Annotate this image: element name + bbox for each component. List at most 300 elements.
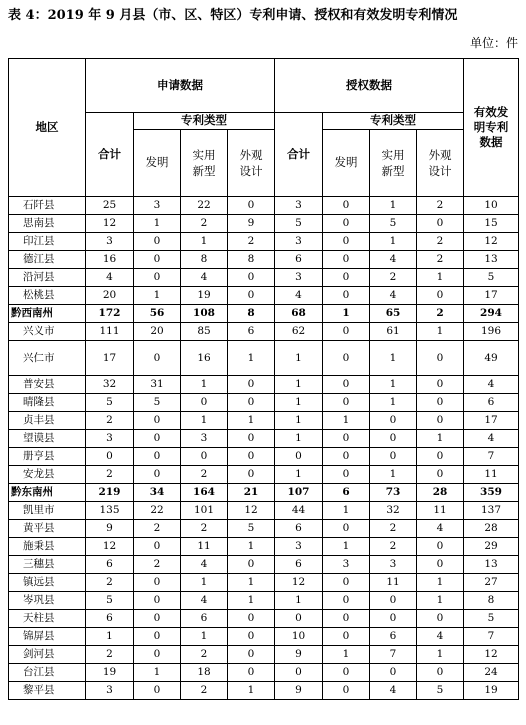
value-cell: 4 (181, 592, 228, 610)
value-cell: 25 (86, 197, 134, 215)
value-cell: 1 (134, 287, 181, 305)
table-row (9, 197, 519, 215)
region-name: 岑巩县 (9, 592, 86, 610)
value-cell: 44 (275, 502, 323, 520)
value-cell: 6 (86, 556, 134, 574)
value-cell: 9 (86, 520, 134, 538)
value-cell: 1 (181, 233, 228, 251)
value-cell: 85 (181, 323, 228, 341)
value-cell: 1 (275, 592, 323, 610)
value-cell: 172 (86, 305, 134, 323)
value-cell: 0 (323, 287, 370, 305)
value-cell: 2 (417, 251, 464, 269)
value-cell: 1 (417, 430, 464, 448)
table-row (9, 251, 519, 269)
value-cell: 10 (275, 628, 323, 646)
value-cell: 0 (228, 430, 275, 448)
value-cell: 16 (86, 251, 134, 269)
value-cell: 5 (370, 215, 417, 233)
region-name: 黔西南州 (9, 305, 86, 323)
value-cell: 0 (134, 574, 181, 592)
region-name: 思南县 (9, 215, 86, 233)
value-cell: 12 (464, 233, 519, 251)
value-cell: 0 (275, 448, 323, 466)
value-cell: 17 (86, 341, 134, 376)
value-cell: 1 (417, 269, 464, 287)
value-cell: 3 (370, 556, 417, 574)
value-cell: 22 (134, 502, 181, 520)
value-cell: 9 (275, 682, 323, 700)
value-cell: 18 (181, 664, 228, 682)
region-name: 沿河县 (9, 269, 86, 287)
value-cell: 1 (134, 215, 181, 233)
value-cell: 4 (181, 269, 228, 287)
value-cell: 0 (323, 215, 370, 233)
table-row (9, 628, 519, 646)
value-cell: 0 (370, 592, 417, 610)
value-cell: 0 (181, 448, 228, 466)
value-cell: 0 (275, 610, 323, 628)
value-cell: 5 (134, 394, 181, 412)
table-row (9, 376, 519, 394)
value-cell: 2 (417, 233, 464, 251)
value-cell: 6 (464, 394, 519, 412)
value-cell: 0 (134, 233, 181, 251)
table-row (9, 305, 519, 323)
value-cell: 1 (417, 574, 464, 592)
value-cell: 0 (417, 664, 464, 682)
value-cell: 3 (181, 430, 228, 448)
value-cell: 5 (86, 394, 134, 412)
value-cell: 19 (181, 287, 228, 305)
value-cell: 28 (464, 520, 519, 538)
value-cell: 2 (181, 520, 228, 538)
value-cell: 7 (370, 646, 417, 664)
region-name: 安龙县 (9, 466, 86, 484)
value-cell: 31 (134, 376, 181, 394)
value-cell: 1 (228, 538, 275, 556)
header-apply: 申请数据 (86, 59, 275, 113)
value-cell: 0 (134, 269, 181, 287)
value-cell: 65 (370, 305, 417, 323)
value-cell: 0 (323, 394, 370, 412)
table-row (9, 466, 519, 484)
value-cell: 0 (417, 341, 464, 376)
region-name: 天柱县 (9, 610, 86, 628)
header-region: 地区 (9, 59, 86, 197)
table-row (9, 394, 519, 412)
value-cell: 1 (323, 646, 370, 664)
table-row (9, 574, 519, 592)
value-cell: 4 (464, 430, 519, 448)
value-cell: 0 (323, 251, 370, 269)
value-cell: 0 (370, 448, 417, 466)
value-cell: 1 (181, 412, 228, 430)
region-name: 剑河县 (9, 646, 86, 664)
table-row (9, 341, 519, 376)
value-cell: 2 (417, 197, 464, 215)
value-cell: 1 (417, 592, 464, 610)
table-row (9, 592, 519, 610)
value-cell: 0 (228, 610, 275, 628)
value-cell: 1 (417, 646, 464, 664)
region-name: 凯里市 (9, 502, 86, 520)
value-cell: 3 (323, 556, 370, 574)
value-cell: 0 (134, 430, 181, 448)
value-cell: 0 (228, 394, 275, 412)
value-cell: 137 (464, 502, 519, 520)
value-cell: 1 (228, 341, 275, 376)
value-cell: 3 (275, 538, 323, 556)
value-cell: 1 (228, 412, 275, 430)
table-row (9, 233, 519, 251)
value-cell: 0 (370, 430, 417, 448)
header-apply-invention: 发明 (134, 130, 181, 197)
value-cell: 0 (417, 376, 464, 394)
value-cell: 0 (323, 628, 370, 646)
value-cell: 108 (181, 305, 228, 323)
value-cell: 0 (370, 664, 417, 682)
value-cell: 56 (134, 305, 181, 323)
table-row (9, 556, 519, 574)
value-cell: 3 (134, 197, 181, 215)
value-cell: 0 (228, 556, 275, 574)
value-cell: 9 (275, 646, 323, 664)
region-name: 松桃县 (9, 287, 86, 305)
value-cell: 359 (464, 484, 519, 502)
value-cell: 11 (417, 502, 464, 520)
value-cell: 12 (275, 574, 323, 592)
value-cell: 0 (323, 466, 370, 484)
value-cell: 4 (181, 556, 228, 574)
value-cell: 32 (86, 376, 134, 394)
value-cell: 4 (86, 269, 134, 287)
value-cell: 111 (86, 323, 134, 341)
value-cell: 4 (370, 287, 417, 305)
value-cell: 196 (464, 323, 519, 341)
header-grant-utility: 实用新型 (370, 130, 417, 197)
value-cell: 0 (134, 646, 181, 664)
value-cell: 0 (323, 592, 370, 610)
table-row (9, 323, 519, 341)
value-cell: 12 (228, 502, 275, 520)
value-cell: 6 (228, 323, 275, 341)
value-cell: 0 (134, 448, 181, 466)
value-cell: 0 (228, 466, 275, 484)
value-cell: 1 (275, 430, 323, 448)
region-name: 黄平县 (9, 520, 86, 538)
value-cell: 5 (464, 269, 519, 287)
value-cell: 0 (323, 323, 370, 341)
value-cell: 73 (370, 484, 417, 502)
value-cell: 9 (228, 215, 275, 233)
region-name: 台江县 (9, 664, 86, 682)
value-cell: 1 (181, 628, 228, 646)
value-cell: 1 (370, 341, 417, 376)
value-cell: 12 (86, 538, 134, 556)
region-name: 施秉县 (9, 538, 86, 556)
value-cell: 0 (228, 197, 275, 215)
region-name: 册亨县 (9, 448, 86, 466)
value-cell: 13 (464, 556, 519, 574)
value-cell: 1 (275, 412, 323, 430)
header-grant: 授权数据 (275, 59, 464, 113)
table-title: 表 4：2019 年 9 月县（市、区、特区）专利申请、授权和有效发明专利情况 (8, 8, 458, 23)
region-name: 德江县 (9, 251, 86, 269)
value-cell: 1 (181, 376, 228, 394)
header-apply-design: 外观设计 (228, 130, 275, 197)
value-cell: 0 (134, 592, 181, 610)
value-cell: 8 (181, 251, 228, 269)
value-cell: 2 (228, 233, 275, 251)
value-cell: 11 (370, 574, 417, 592)
value-cell: 6 (181, 610, 228, 628)
region-name: 石阡县 (9, 197, 86, 215)
value-cell: 0 (228, 664, 275, 682)
value-cell: 1 (275, 376, 323, 394)
value-cell: 4 (417, 520, 464, 538)
value-cell: 4 (370, 251, 417, 269)
value-cell: 1 (370, 376, 417, 394)
value-cell: 294 (464, 305, 519, 323)
region-name: 晴隆县 (9, 394, 86, 412)
value-cell: 21 (228, 484, 275, 502)
table-row (9, 484, 519, 502)
value-cell: 0 (134, 682, 181, 700)
value-cell: 29 (464, 538, 519, 556)
value-cell: 0 (228, 448, 275, 466)
value-cell: 0 (417, 448, 464, 466)
table-row (9, 520, 519, 538)
table-row (9, 215, 519, 233)
header-apply-utility: 实用新型 (181, 130, 228, 197)
value-cell: 5 (228, 520, 275, 538)
value-cell: 0 (86, 448, 134, 466)
value-cell: 3 (275, 197, 323, 215)
value-cell: 1 (370, 466, 417, 484)
value-cell: 2 (86, 646, 134, 664)
value-cell: 0 (275, 664, 323, 682)
value-cell: 19 (464, 682, 519, 700)
value-cell: 11 (464, 466, 519, 484)
header-grant-design: 外观设计 (417, 130, 464, 197)
value-cell: 0 (370, 610, 417, 628)
value-cell: 1 (275, 394, 323, 412)
header-apply-total: 合计 (86, 113, 134, 197)
value-cell: 5 (464, 610, 519, 628)
value-cell: 1 (228, 574, 275, 592)
value-cell: 2 (370, 520, 417, 538)
unit-label: 单位：件 (469, 36, 518, 50)
value-cell: 19 (86, 664, 134, 682)
value-cell: 1 (323, 538, 370, 556)
value-cell: 2 (86, 466, 134, 484)
value-cell: 2 (134, 520, 181, 538)
region-name: 望谟县 (9, 430, 86, 448)
value-cell: 0 (323, 520, 370, 538)
table-row (9, 682, 519, 700)
value-cell: 6 (370, 628, 417, 646)
value-cell: 3 (275, 269, 323, 287)
table-row (9, 538, 519, 556)
value-cell: 27 (464, 574, 519, 592)
value-cell: 0 (323, 233, 370, 251)
value-cell: 2 (417, 305, 464, 323)
value-cell: 68 (275, 305, 323, 323)
value-cell: 16 (181, 341, 228, 376)
value-cell: 8 (228, 251, 275, 269)
value-cell: 0 (417, 287, 464, 305)
value-cell: 1 (134, 664, 181, 682)
value-cell: 0 (134, 628, 181, 646)
value-cell: 1 (275, 341, 323, 376)
region-name: 黔东南州 (9, 484, 86, 502)
value-cell: 0 (323, 341, 370, 376)
value-cell: 219 (86, 484, 134, 502)
value-cell: 32 (370, 502, 417, 520)
value-cell: 2 (86, 574, 134, 592)
value-cell: 0 (134, 251, 181, 269)
table-row (9, 502, 519, 520)
value-cell: 101 (181, 502, 228, 520)
region-name: 锦屏县 (9, 628, 86, 646)
value-cell: 7 (464, 628, 519, 646)
value-cell: 17 (464, 287, 519, 305)
value-cell: 2 (134, 556, 181, 574)
value-cell: 0 (181, 394, 228, 412)
header-grant-total: 合计 (275, 113, 323, 197)
value-cell: 6 (86, 610, 134, 628)
value-cell: 13 (464, 251, 519, 269)
header-valid-invention: 有效发明专利数据 (464, 59, 519, 197)
patent-table (8, 58, 519, 700)
region-name: 普安县 (9, 376, 86, 394)
value-cell: 8 (464, 592, 519, 610)
region-name: 三穗县 (9, 556, 86, 574)
table-row (9, 646, 519, 664)
value-cell: 17 (464, 412, 519, 430)
table-row (9, 412, 519, 430)
value-cell: 1 (323, 412, 370, 430)
value-cell: 3 (86, 430, 134, 448)
value-cell: 0 (134, 466, 181, 484)
value-cell: 1 (323, 305, 370, 323)
value-cell: 0 (323, 682, 370, 700)
table-row (9, 664, 519, 682)
value-cell: 10 (464, 197, 519, 215)
value-cell: 2 (370, 269, 417, 287)
value-cell: 0 (134, 412, 181, 430)
value-cell: 28 (417, 484, 464, 502)
value-cell: 0 (417, 215, 464, 233)
value-cell: 6 (275, 520, 323, 538)
value-cell: 0 (323, 376, 370, 394)
value-cell: 1 (86, 628, 134, 646)
region-name: 兴义市 (9, 323, 86, 341)
value-cell: 135 (86, 502, 134, 520)
value-cell: 0 (417, 610, 464, 628)
table-row (9, 610, 519, 628)
value-cell: 0 (323, 610, 370, 628)
table-body (9, 197, 519, 700)
region-name: 镇远县 (9, 574, 86, 592)
value-cell: 6 (275, 556, 323, 574)
value-cell: 107 (275, 484, 323, 502)
value-cell: 4 (370, 682, 417, 700)
value-cell: 4 (464, 376, 519, 394)
value-cell: 2 (181, 466, 228, 484)
value-cell: 1 (228, 682, 275, 700)
value-cell: 0 (323, 574, 370, 592)
value-cell: 3 (275, 233, 323, 251)
value-cell: 1 (417, 323, 464, 341)
header-apply-type: 专利类型 (134, 113, 275, 130)
value-cell: 0 (134, 341, 181, 376)
value-cell: 0 (417, 394, 464, 412)
value-cell: 0 (417, 412, 464, 430)
value-cell: 6 (323, 484, 370, 502)
value-cell: 24 (464, 664, 519, 682)
value-cell: 49 (464, 341, 519, 376)
value-cell: 0 (323, 197, 370, 215)
value-cell: 1 (370, 233, 417, 251)
value-cell: 62 (275, 323, 323, 341)
value-cell: 15 (464, 215, 519, 233)
value-cell: 0 (323, 269, 370, 287)
value-cell: 12 (86, 215, 134, 233)
value-cell: 0 (134, 610, 181, 628)
value-cell: 2 (181, 646, 228, 664)
value-cell: 0 (323, 430, 370, 448)
region-name: 兴仁市 (9, 341, 86, 376)
value-cell: 1 (275, 466, 323, 484)
table-row (9, 430, 519, 448)
value-cell: 61 (370, 323, 417, 341)
region-name: 黎平县 (9, 682, 86, 700)
value-cell: 5 (86, 592, 134, 610)
value-cell: 34 (134, 484, 181, 502)
value-cell: 2 (181, 215, 228, 233)
value-cell: 6 (275, 251, 323, 269)
value-cell: 0 (134, 538, 181, 556)
region-name: 贞丰县 (9, 412, 86, 430)
value-cell: 0 (228, 628, 275, 646)
value-cell: 0 (228, 376, 275, 394)
region-name: 印江县 (9, 233, 86, 251)
table-row (9, 287, 519, 305)
value-cell: 12 (464, 646, 519, 664)
value-cell: 1 (370, 394, 417, 412)
value-cell: 2 (370, 538, 417, 556)
value-cell: 8 (228, 305, 275, 323)
value-cell: 0 (228, 269, 275, 287)
value-cell: 4 (275, 287, 323, 305)
header-grant-invention: 发明 (323, 130, 370, 197)
value-cell: 0 (370, 412, 417, 430)
value-cell: 5 (417, 682, 464, 700)
value-cell: 0 (417, 466, 464, 484)
value-cell: 1 (370, 197, 417, 215)
value-cell: 0 (417, 538, 464, 556)
value-cell: 0 (228, 287, 275, 305)
table-row (9, 269, 519, 287)
value-cell: 1 (323, 502, 370, 520)
value-cell: 22 (181, 197, 228, 215)
value-cell: 4 (417, 628, 464, 646)
value-cell: 164 (181, 484, 228, 502)
value-cell: 20 (86, 287, 134, 305)
value-cell: 3 (86, 682, 134, 700)
